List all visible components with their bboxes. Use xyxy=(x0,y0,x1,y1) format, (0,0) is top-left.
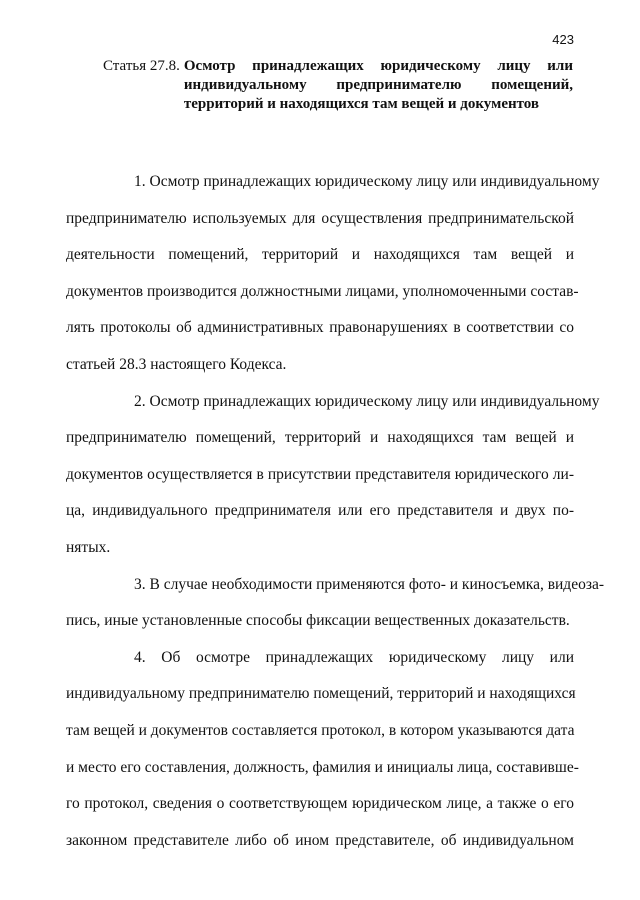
text-line: 1. Осмотр принадлежащих юридическому лицу или индивидуальному xyxy=(134,173,600,190)
text-line: статьей 28.3 настоящего Кодекса. xyxy=(66,355,287,373)
text-line: предпринимателю помещений, территорий и находящихся там вещей и xyxy=(66,429,574,447)
text-line: документов осуществляется в присутствии представителя юридического ли- xyxy=(66,465,574,483)
text-line: законном представителе либо об ином представителе, об индивидуальном xyxy=(66,831,574,849)
paragraph-1 xyxy=(66,164,600,384)
article-title xyxy=(184,57,573,114)
text-line: нятых. xyxy=(66,538,111,556)
text-line: го протокол, сведения о соответствующем юридическом лице, а также о его xyxy=(66,795,574,813)
text-line: 3. В случае необходимости применяются фото- и киносъемка, видеоза- xyxy=(134,575,604,593)
text-line: 4. Об осмотре принадлежащих юридическому лицу или xyxy=(134,648,574,666)
paragraph-2 xyxy=(66,384,600,567)
text-line: там вещей и документов составляется протокол, в котором указываются дата xyxy=(66,721,575,739)
text-line: индивидуальному предпринимателю помещений, территорий и находящихся xyxy=(66,685,576,703)
text-line: лять протоколы об административных правонарушениях в соответствии со xyxy=(66,319,574,337)
text-line: 2. Осмотр принадлежащих юридическому лицу или индивидуальному xyxy=(134,392,600,410)
text-line: деятельности помещений, территорий и находящихся там вещей и xyxy=(66,246,574,264)
paragraph-3 xyxy=(66,567,604,640)
article-body xyxy=(66,164,604,859)
text-line: ца, индивидуального предпринимателя или его представителя и двух по- xyxy=(66,502,574,520)
text-line: предпринимателю используемых для осуществления предпринимательской xyxy=(66,209,574,227)
page-number: 423 xyxy=(552,32,574,47)
text-line: пись, иные установленные способы фиксации вещественных доказательств. xyxy=(66,612,570,630)
paragraph-4 xyxy=(66,640,579,860)
article-label: Статья 27.8. xyxy=(103,58,180,74)
text-line: и место его составления, должность, фамилия и инициалы лица, составивше- xyxy=(66,758,579,776)
article-heading xyxy=(103,57,573,114)
article-title-line: территорий и находящихся там вещей и документов xyxy=(183,96,540,112)
text-line: документов производится должностными лицами, уполномоченными состав- xyxy=(66,282,579,300)
article-title-line: Осмотр принадлежащих юридическому лицу или xyxy=(183,58,573,74)
article-title-line: индивидуальному предпринимателю помещений, xyxy=(183,77,573,93)
